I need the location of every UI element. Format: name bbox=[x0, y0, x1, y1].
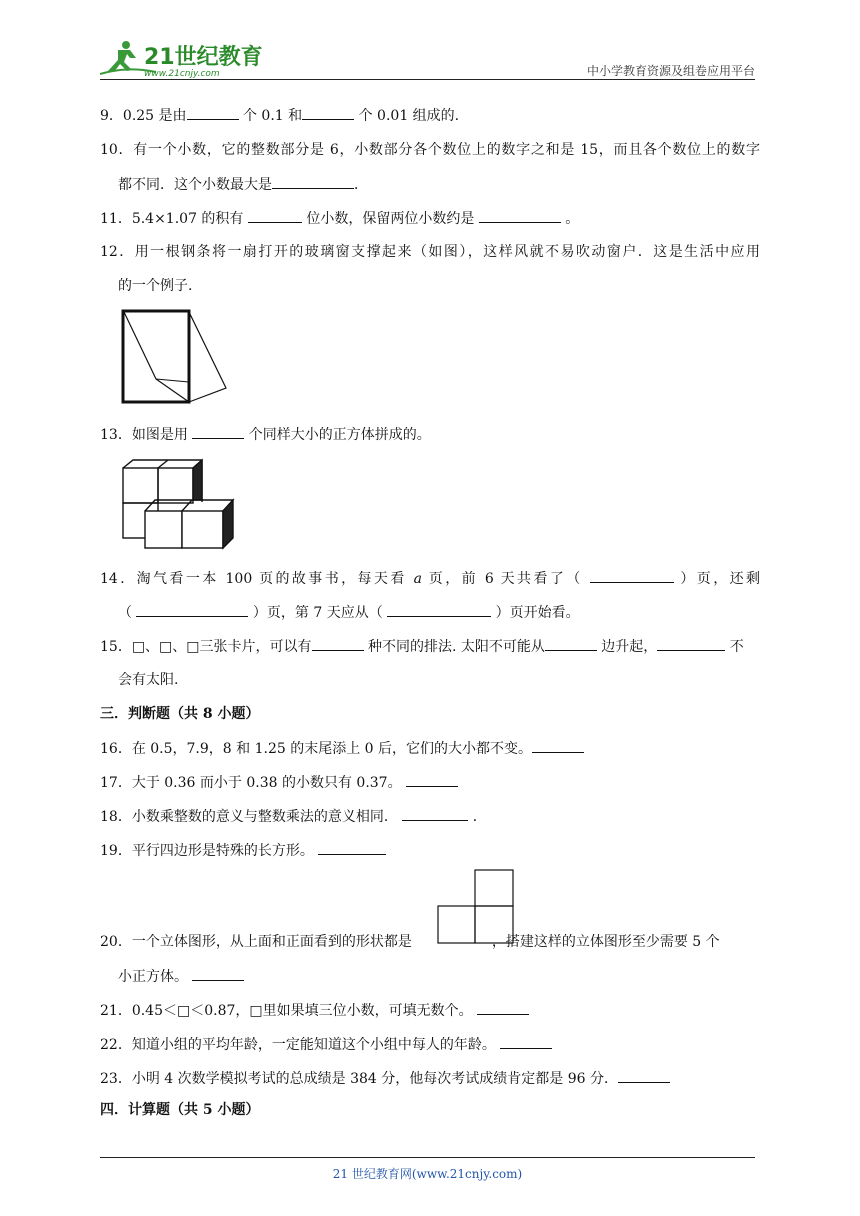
platform-title: 中小学教育资源及组卷应用平台 bbox=[586, 64, 755, 78]
answer-blank[interactable] bbox=[406, 772, 458, 787]
answer-blank[interactable] bbox=[187, 105, 239, 120]
answer-blank[interactable] bbox=[618, 1068, 670, 1083]
footer-link[interactable]: 21 世纪教育网(www.21cnjy.com) bbox=[332, 1167, 523, 1181]
answer-blank[interactable] bbox=[590, 568, 674, 583]
answer-blank[interactable] bbox=[248, 208, 302, 223]
answer-blank[interactable] bbox=[312, 636, 364, 651]
question-12-line1: 12．用一根钢条将一扇打开的玻璃窗支撑起来（如图），这样风就不易吹动窗户．这是生活中应用 bbox=[100, 244, 760, 260]
answer-blank[interactable] bbox=[477, 1000, 529, 1015]
answer-blank[interactable] bbox=[500, 1034, 552, 1049]
answer-blank[interactable] bbox=[545, 636, 597, 651]
answer-blank[interactable] bbox=[657, 636, 725, 651]
question-20-line1: 20．一个立体图形，从上面和正面看到的形状都是 ，搭建这样的立体图形至少需要 5 个 bbox=[100, 934, 720, 950]
question-21: 21．0.45＜□＜0.87，□里如果填三位小数，可填无数个。 bbox=[100, 1000, 760, 1021]
section-4-heading: 四．计算题（共 5 小题） bbox=[100, 1102, 260, 1118]
question-10-line2: 都不同．这个小数最大是 ． bbox=[118, 174, 760, 195]
answer-blank[interactable] bbox=[402, 806, 468, 821]
question-13: 13．如图是用 个同样大小的正方体拼成的。 bbox=[100, 424, 760, 445]
question-22: 22．知道小组的平均年龄，一定能知道这个小组中每人的年龄。 bbox=[100, 1034, 760, 1055]
question-17: 17．大于 0.36 而小于 0.38 的小数只有 0.37。 bbox=[100, 772, 760, 793]
question-19: 19．平行四边形是特殊的长方形。 bbox=[100, 840, 760, 861]
answer-blank[interactable] bbox=[302, 105, 354, 120]
question-23: 23．小明 4 次数学模拟考试的总成绩是 384 分，他每次考试成绩肯定都是 96 分． bbox=[100, 1068, 760, 1089]
section-3-heading: 三．判断题（共 8 小题） bbox=[100, 706, 260, 722]
site-logo bbox=[96, 36, 266, 78]
answer-blank[interactable] bbox=[387, 602, 491, 617]
question-18: 18．小数乘整数的意义与整数乘法的意义相同． ． bbox=[100, 806, 760, 827]
question-15-line2: 会有太阳. bbox=[118, 672, 179, 688]
header-divider bbox=[100, 79, 755, 80]
question-12-line2: 的一个例子. bbox=[118, 278, 193, 294]
question-10-line1: 10．有一个小数，它的整数部分是 6，小数部分各个数位上的数字之和是 15，而且各个数位上的数字 bbox=[100, 142, 760, 158]
answer-blank[interactable] bbox=[318, 840, 386, 855]
question-14-line1: 14．淘气看一本 100 页的故事书，每天看 a 页，前 6 天共看了（ ）页，还剩 bbox=[100, 568, 760, 589]
answer-blank[interactable] bbox=[532, 738, 584, 753]
logo-text: 21世纪教育 bbox=[144, 45, 263, 70]
question-16: 16．在 0.5，7.9，8 和 1.25 的末尾添上 0 后，它们的大小都不变。 bbox=[100, 738, 760, 759]
question-14-line2: （ ）页，第 7 天应从（ ）页开始看。 bbox=[118, 602, 760, 623]
window-support-figure bbox=[118, 306, 230, 406]
question-11: 11．5.4×1.07 的积有 位小数，保留两位小数约是 。 bbox=[100, 208, 760, 229]
question-15-line1: 15．□、□、□三张卡片，可以有 种不同的排法. 太阳不可能从 边升起， 不 bbox=[100, 636, 760, 657]
question-20-line2: 小正方体。 bbox=[118, 966, 760, 987]
answer-blank[interactable] bbox=[136, 602, 248, 617]
question-9: 9．0.25 是由 个 0.1 和 个 0.01 组成的. bbox=[100, 105, 760, 126]
answer-blank[interactable] bbox=[192, 424, 244, 439]
answer-blank[interactable] bbox=[479, 208, 561, 223]
logo-url: www.21cnjy.com bbox=[144, 69, 220, 78]
footer-divider bbox=[100, 1157, 755, 1158]
cubes-figure bbox=[118, 456, 240, 552]
answer-blank[interactable] bbox=[272, 174, 354, 189]
answer-blank[interactable] bbox=[192, 966, 244, 981]
